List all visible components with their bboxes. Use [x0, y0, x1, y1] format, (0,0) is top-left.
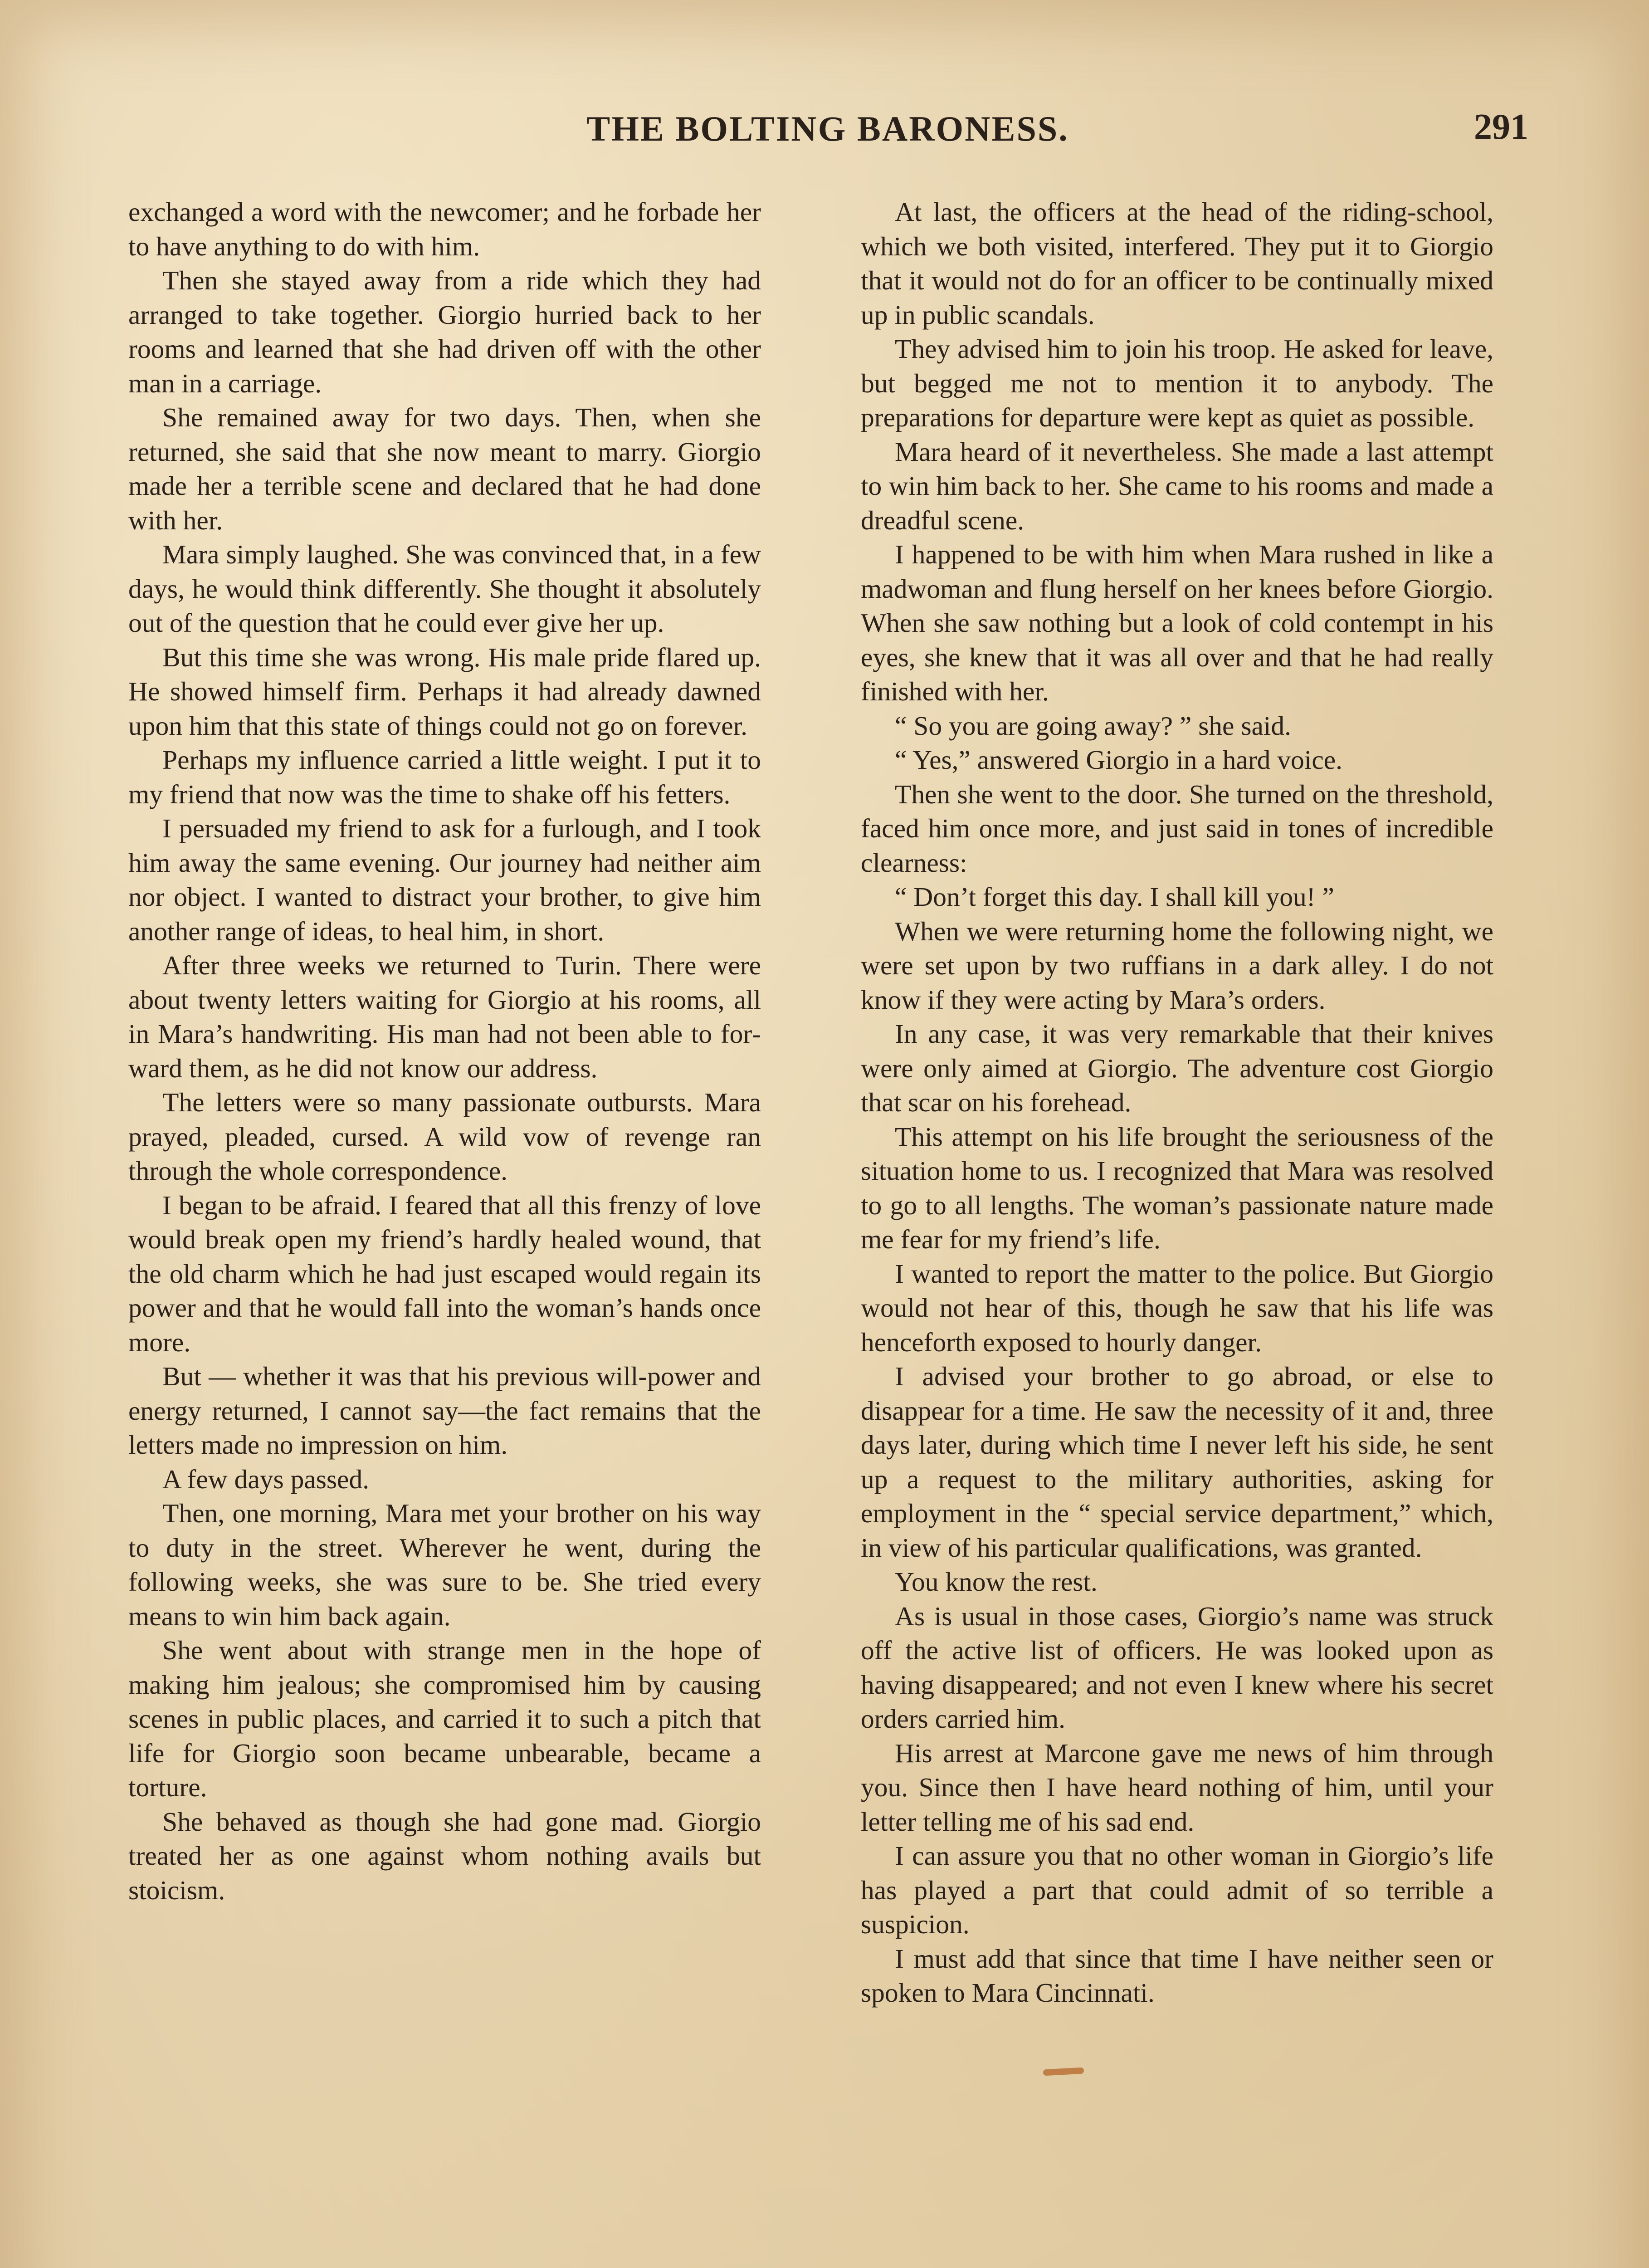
- paragraph: As is usual in those cases, Giorgio’s name was struck off the active list of officers. He was looked upon as having disappeared; and not even I knew where his secret orders carried him.: [861, 1601, 1493, 1734]
- paragraph: But — whether it was that his previous will-power and energy returned, I cannot say—the fact remains that the letters made no impression on him.: [128, 1361, 761, 1460]
- paragraph: I happened to be with him when Mara rushed in like a madwoman and flung herself on her knees before Giorgio. When she saw nothing but a look of cold contempt in his eyes, she knew that it was all over and that he had really finished with her.: [861, 539, 1493, 706]
- right-text-column: [861, 195, 1493, 2010]
- paragraph: She went about with strange men in the hope of making him jealous; she compromised him by causing scenes in public places, and carried it to such a pitch that life for Giorgio soon became unbearable, became a torture.: [128, 1635, 761, 1802]
- paragraph: Perhaps my influence carried a little weight. I put it to my friend that now was the time to shake off his fetters.: [128, 745, 761, 809]
- paragraph: I must add that since that time I have neither seen or spoken to Mara Cincinnati.: [861, 1943, 1493, 2008]
- paragraph: A few days passed.: [162, 1464, 370, 1494]
- paragraph: I advised your brother to go abroad, or else to disappear for a time. He saw the necessity of it and, three days later, during which time I never left his side, he sent up a request to the military authorities, asking for employment in the “ special service department,” which, in view of his particular qualifications, was granted.: [861, 1361, 1493, 1563]
- running-header: [127, 102, 1528, 152]
- paragraph: You know the rest.: [895, 1567, 1098, 1597]
- paragraph: In any case, it was very remarkable that their knives were only aimed at Giorgio. The adventure cost Giorgio that scar on his forehead.: [861, 1019, 1493, 1117]
- paragraph: The letters were so many passionate outbursts. Mara prayed, pleaded, cursed. A wild vow of revenge ran through the whole correspondence.: [128, 1087, 761, 1186]
- paragraph: They advised him to join his troop. He asked for leave, but begged me not to mention it to anybody. The preparations for departure were kept as quiet as possible.: [861, 334, 1493, 432]
- paragraph: “ So you are going away? ” she said.: [895, 710, 1292, 741]
- paragraph: When we were returning home the following night, we were set upon by two ruffians in a dark alley. I do not know if they were acting by Mara’s orders.: [861, 916, 1493, 1015]
- paragraph: Mara heard of it nevertheless. She made a last attempt to win him back to her. She came to his rooms and made a dreadful scene.: [861, 436, 1493, 535]
- paragraph: Then, one morning, Mara met your brother on his way to duty in the street. Wherever he went, during the following weeks, she was sure to be. She tried every means to win him back again.: [128, 1498, 761, 1631]
- running-title: THE BOLTING BARONESS.: [586, 109, 1069, 148]
- paragraph: I persuaded my friend to ask for a furlough, and I took him away the same evening. Our journey had neither aim nor object. I wanted to distract your brother, to give him another range of ideas, to heal him, in short.: [128, 813, 761, 946]
- paragraph: Then she stayed away from a ride which they had arranged to take together. Giorgio hurried back to her rooms and learned that she had driven off with the other man in a carriage.: [128, 265, 761, 398]
- paragraph: At last, the officers at the head of the riding-school, which we both visited, interfered. They put it to Giorgio that it would not do for an officer to be continually mixed up in public scandals.: [861, 197, 1493, 330]
- paragraph: She remained away for two days. Then, when she returned, she said that she now meant to marry. Giorgio made her a terrible scene and declared that he had done with her.: [128, 402, 761, 535]
- paragraph: “ Don’t forget this day. I shall kill you! ”: [895, 882, 1334, 912]
- page-number: 291: [1474, 107, 1528, 147]
- paragraph: This attempt on his life brought the seriousness of the situation home to us. I recognized that Mara was resolved to go to all lengths. The woman’s passionate nature made me fear for my friend’s life.: [861, 1121, 1493, 1254]
- paragraph: I began to be afraid. I feared that all this frenzy of love would break open my friend’s hardly healed wound, that the old charm which he had just escaped would regain its power and that he would fall into the woman’s hands once more.: [128, 1190, 761, 1357]
- paragraph: His arrest at Marcone gave me news of him through you. Since then I have heard nothing of him, until your letter telling me of his sad end.: [861, 1738, 1493, 1837]
- paragraph: Then she went to the door. She turned on the threshold, faced him once more, and just said in tones of incredible clearness:: [861, 779, 1493, 878]
- paragraph: exchanged a word with the newcomer; and he forbade her to have anything to do with him.: [128, 197, 761, 261]
- paragraph: After three weeks we returned to Turin. There were about twenty letters waiting for Giorgio at his rooms, all in Mara’s handwriting. His man had not been able to forward them, as he did not know our address.: [128, 950, 761, 1083]
- paragraph: But this time she was wrong. His male pride flared up. He showed himself firm. Perhaps it had already dawned upon him that this state of things could not go on forever.: [128, 642, 761, 741]
- paragraph: Mara simply laughed. She was convinced that, in a few days, he would think differently. She thought it absolutely out of the question that he could ever give her up.: [128, 539, 761, 638]
- left-text-column: [128, 195, 761, 1907]
- ink-stain: [1043, 2068, 1084, 2076]
- paragraph: I wanted to report the matter to the police. But Giorgio would not hear of this, though he saw that his life was henceforth exposed to hourly danger.: [861, 1258, 1493, 1357]
- paragraph: She behaved as though she had gone mad. Giorgio treated her as one against whom nothing avails but stoicism.: [128, 1806, 761, 1905]
- paragraph: I can assure you that no other woman in Giorgio’s life has played a part that could admit of so terrible a suspicion.: [861, 1841, 1493, 1939]
- paragraph: “ Yes,” answered Giorgio in a hard voice.: [895, 745, 1343, 775]
